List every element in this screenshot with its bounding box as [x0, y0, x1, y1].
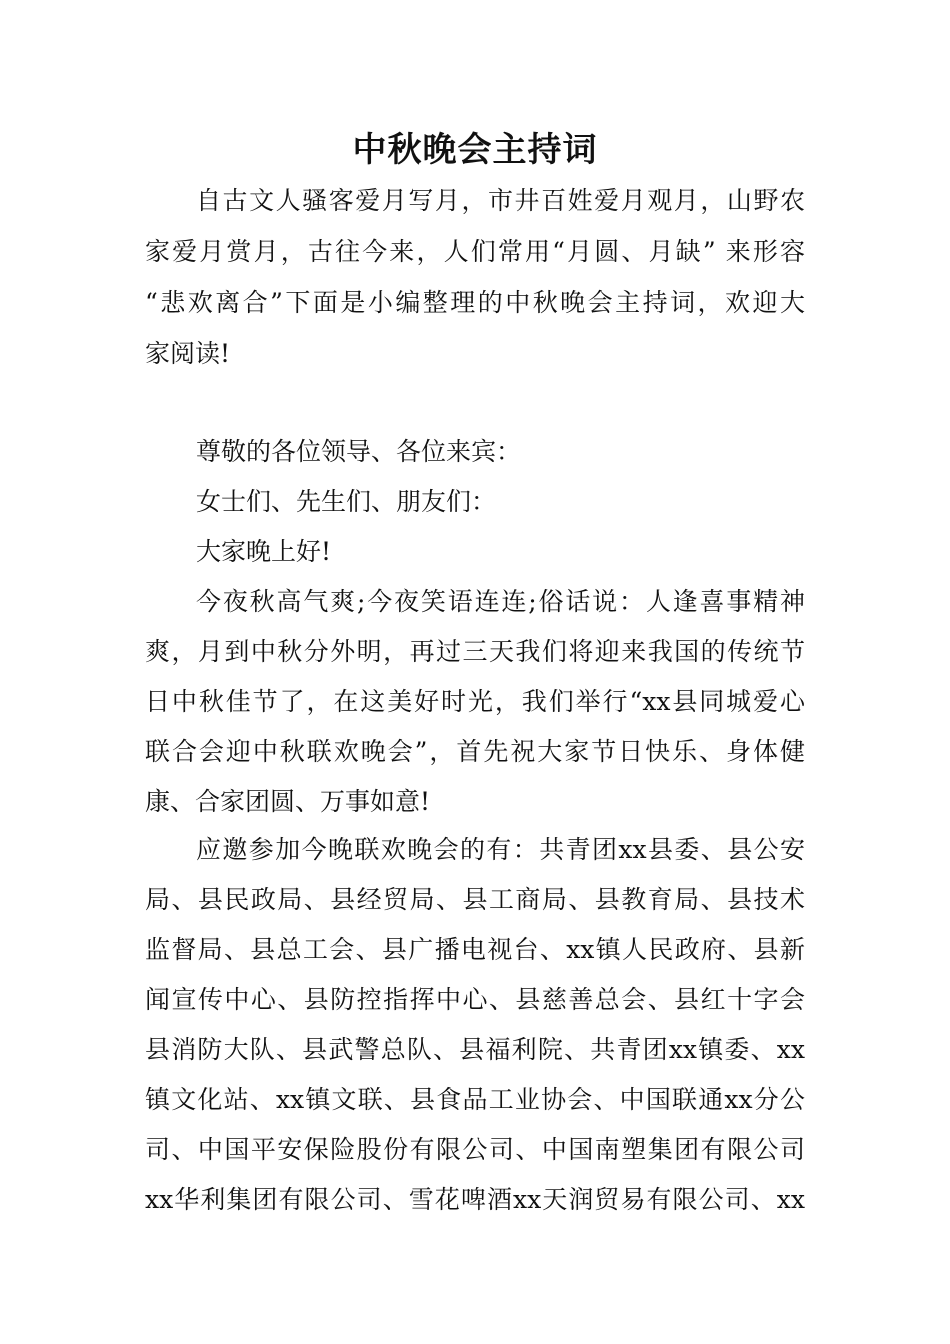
paragraph-line: 大家晚上好!	[196, 537, 332, 566]
paragraph-line: 日中秋佳节了，在这美好时光，我们举行“xx县同城爱心	[145, 687, 805, 716]
paragraph-line: 爽，月到中秋分外明，再过三天我们将迎来我国的传统节	[145, 637, 805, 666]
paragraph-line: 家爱月赏月，古往今来，人们常用“月圆、月缺” 来形容	[145, 237, 805, 266]
paragraph-line: 闻宣传中心、县防控指挥中心、县慈善总会、县红十字会	[145, 985, 805, 1014]
paragraph-line: 司、中国平安保险股份有限公司、中国南塑集团有限公司	[145, 1135, 805, 1164]
paragraph-line: 镇文化站、xx镇文联、县食品工业协会、中国联通xx分公	[145, 1085, 805, 1114]
document-title: 中秋晚会主持词	[352, 130, 598, 170]
paragraph-line: 监督局、县总工会、县广播电视台、xx镇人民政府、县新	[145, 935, 805, 964]
paragraph-line: 女士们、先生们、朋友们：	[196, 487, 497, 516]
paragraph-line: 应邀参加今晚联欢晚会的有：共青团xx县委、县公安	[196, 835, 805, 864]
paragraph-line: “悲欢离合”下面是小编整理的中秋晚会主持词，欢迎大	[145, 288, 805, 317]
paragraph-line: 局、县民政局、县经贸局、县工商局、县教育局、县技术	[145, 885, 805, 914]
paragraph-line: 县消防大队、县武警总队、县福利院、共青团xx镇委、xx	[145, 1035, 805, 1064]
paragraph-line: 今夜秋高气爽;今夜笑语连连;俗话说：人逢喜事精神	[196, 587, 805, 616]
paragraph-line: 家阅读!	[145, 339, 231, 368]
paragraph-line: 自古文人骚客爱月写月，市井百姓爱月观月，山野农	[196, 186, 805, 215]
paragraph-line: xx华利集团有限公司、雪花啤酒xx天润贸易有限公司、xx	[145, 1185, 805, 1214]
paragraph-line: 尊敬的各位领导、各位来宾：	[196, 437, 522, 466]
paragraph-line: 联合会迎中秋联欢晚会”，首先祝大家节日快乐、身体健	[145, 737, 805, 766]
paragraph-line: 康、合家团圆、万事如意!	[145, 787, 431, 816]
